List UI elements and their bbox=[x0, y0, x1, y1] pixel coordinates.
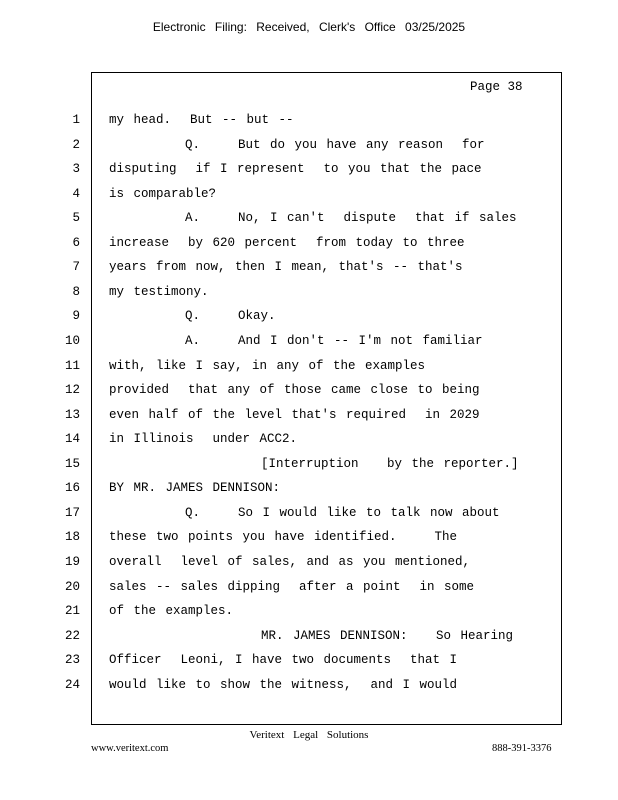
line-number: 18 bbox=[64, 530, 80, 545]
footer-website: www.veritext.com bbox=[91, 743, 169, 754]
line-number: 16 bbox=[64, 481, 80, 496]
line-text: these two points you have identified. The bbox=[109, 530, 458, 545]
line-number: 22 bbox=[64, 628, 80, 643]
line-text: sales -- sales dipping after a point in some bbox=[109, 579, 475, 594]
footer-company: Veritext Legal Solutions bbox=[249, 729, 369, 741]
transcript-line bbox=[0, 285, 618, 305]
line-number: 12 bbox=[64, 383, 80, 398]
transcript-line bbox=[0, 604, 618, 624]
line-number: 1 bbox=[72, 113, 80, 127]
transcript-line bbox=[0, 187, 618, 207]
line-text: my head. But -- but -- bbox=[109, 113, 294, 127]
line-text: my testimony. bbox=[109, 284, 209, 299]
line-text: provided that any of those came close to being bbox=[109, 383, 480, 398]
line-text: MR. JAMES DENNISON: So Hearing bbox=[109, 628, 514, 643]
line-number: 6 bbox=[72, 235, 80, 250]
transcript-line bbox=[0, 457, 618, 477]
transcript-line bbox=[0, 236, 618, 256]
line-text: A. And I don't -- I'm not familiar bbox=[109, 334, 483, 348]
line-number: 24 bbox=[64, 677, 80, 692]
transcript-line bbox=[0, 334, 618, 354]
line-text: overall level of sales, and as you mentioned, bbox=[109, 554, 471, 569]
transcript-line bbox=[0, 481, 618, 501]
transcript-line bbox=[0, 113, 618, 133]
line-text: years from now, then I mean, that's -- that's bbox=[109, 260, 463, 275]
transcript-line bbox=[0, 555, 618, 575]
transcript-line bbox=[0, 138, 618, 158]
transcript-line bbox=[0, 678, 618, 698]
line-number: 21 bbox=[64, 604, 80, 618]
line-number: 4 bbox=[72, 186, 80, 201]
transcript-line bbox=[0, 359, 618, 379]
line-text: A. No, I can't dispute that if sales bbox=[109, 211, 517, 226]
line-text: BY MR. JAMES DENNISON: bbox=[109, 481, 281, 496]
line-number: 13 bbox=[64, 407, 80, 422]
line-number: 3 bbox=[72, 162, 80, 177]
transcript-line bbox=[0, 383, 618, 403]
transcript-line bbox=[0, 162, 618, 182]
line-text: is comparable? bbox=[109, 186, 217, 201]
transcript-line bbox=[0, 432, 618, 452]
line-text: [Interruption by the reporter.] bbox=[109, 456, 519, 471]
line-text: Q. Okay. bbox=[109, 309, 276, 324]
line-number: 19 bbox=[64, 554, 80, 569]
line-text: disputing if I represent to you that the pace bbox=[109, 162, 482, 177]
line-number: 14 bbox=[64, 432, 80, 447]
line-text: Officer Leoni, I have two documents that I bbox=[109, 653, 458, 668]
filing-stamp-header: Electronic Filing: Received, Clerk's Office 03/25/2025 bbox=[152, 20, 466, 34]
line-number: 17 bbox=[64, 505, 80, 520]
line-number: 20 bbox=[64, 579, 80, 594]
footer-phone: 888-391-3376 bbox=[492, 743, 552, 754]
transcript-line bbox=[0, 629, 618, 649]
line-text: in Illinois under ACC2. bbox=[109, 432, 298, 447]
line-number: 23 bbox=[64, 653, 80, 668]
line-number: 9 bbox=[72, 309, 80, 324]
line-text: with, like I say, in any of the examples bbox=[109, 358, 426, 373]
line-number: 7 bbox=[72, 260, 80, 275]
line-text: Q. So I would like to talk now about bbox=[109, 505, 500, 520]
transcript-line bbox=[0, 408, 618, 428]
transcript-line bbox=[0, 653, 618, 673]
line-number: 2 bbox=[72, 137, 80, 152]
line-number: 11 bbox=[64, 358, 80, 373]
transcript-line bbox=[0, 530, 618, 550]
line-text: would like to show the witness, and I would bbox=[109, 677, 458, 692]
page-number: Page 38 bbox=[470, 80, 523, 94]
transcript-line bbox=[0, 506, 618, 526]
line-number: 8 bbox=[72, 284, 80, 299]
transcript-line bbox=[0, 309, 618, 329]
line-text: even half of the level that's required in 2029 bbox=[109, 407, 480, 422]
line-text: of the examples. bbox=[109, 604, 234, 618]
line-number: 10 bbox=[64, 334, 80, 348]
line-text: Q. But do you have any reason for bbox=[109, 137, 485, 152]
line-text: increase by 620 percent from today to three bbox=[109, 235, 465, 250]
transcript-line bbox=[0, 211, 618, 231]
transcript-line bbox=[0, 260, 618, 280]
line-number: 5 bbox=[72, 211, 80, 226]
transcript-line bbox=[0, 580, 618, 600]
line-number: 15 bbox=[64, 456, 80, 471]
